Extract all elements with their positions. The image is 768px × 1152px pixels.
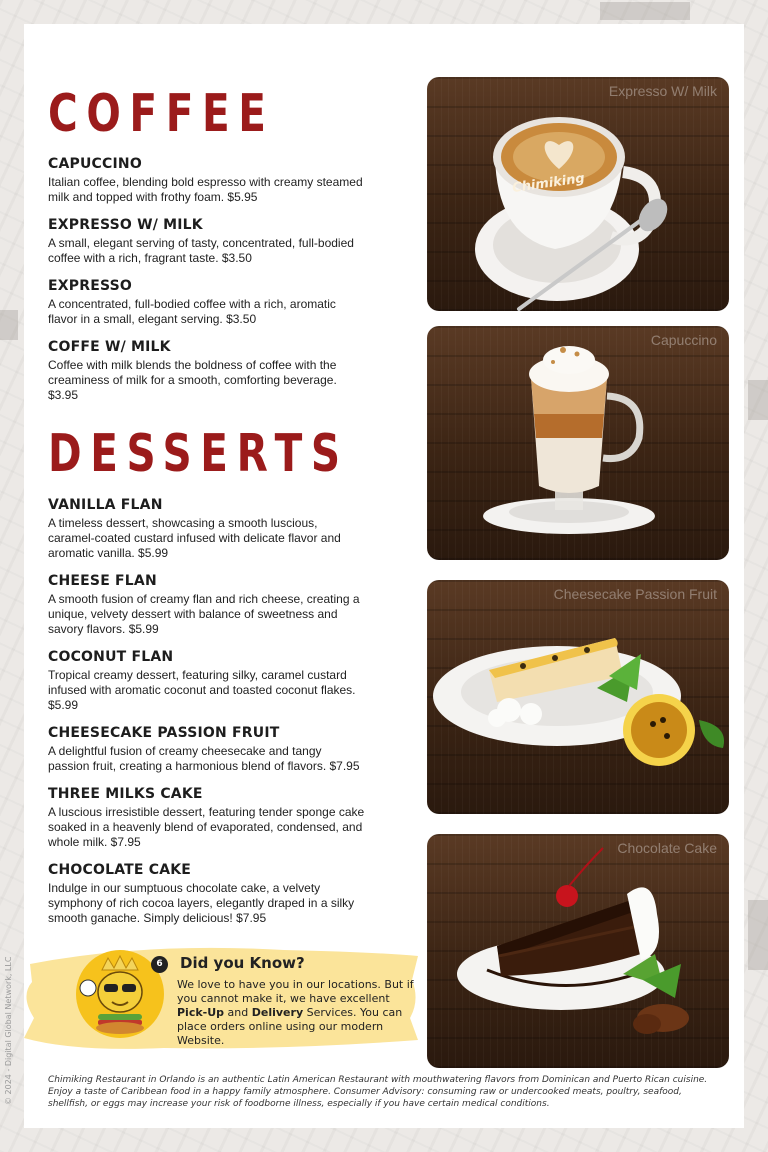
photo-cheesecake-passion-fruit — [427, 580, 729, 814]
tip-text-part: and — [224, 1006, 252, 1019]
page-number-badge: 6 — [151, 956, 168, 973]
delivery-bold: Delivery — [251, 1006, 304, 1019]
item-description: A small, elegant serving of tasty, concentrated, full-bodied coffee with a rich, fragrant taste. $3.50 — [48, 236, 354, 265]
menu-item-capuccino — [48, 156, 366, 205]
item-name: VANILLA FLAN — [48, 497, 163, 513]
desserts-section-title: DESSERTS — [48, 424, 349, 484]
item-name: EXPRESSO — [48, 278, 133, 294]
item-name: CHEESE FLAN — [48, 573, 157, 589]
item-name: CAPUCCINO — [48, 156, 142, 172]
menu-item-three-milks-cake — [48, 786, 366, 850]
background-scrap — [748, 900, 768, 970]
background-scrap — [600, 2, 690, 20]
photo-expresso-w-milk — [427, 77, 729, 311]
item-description: A concentrated, full-bodied coffee with a rich, aromatic flavor in a small, elegant serving. $3.50 — [48, 297, 336, 326]
item-name: EXPRESSO W/ MILK — [48, 217, 203, 233]
consumer-advisory-disclaimer: Chimiking Restaurant in Orlando is an authentic Latin American Restaurant with mouthwatering flavors from Dominican and Puerto Rican cuisine. Enjoy a taste of Caribbean food in a happy family atmosphere. Consumer Advisory: consuming raw or undercooked meats, poultry, seafood, shellfish, or eggs may increase your risk of foodborne illness, especially if you have certain medical conditions. — [48, 1075, 708, 1109]
background-scrap — [748, 380, 768, 420]
item-description: A smooth fusion of creamy flan and rich cheese, creating a unique, velvety dessert with balance of sweetness and savory flavors. $5.99 — [48, 592, 360, 636]
item-name: COFFE W/ MILK — [48, 339, 171, 355]
capuccino-glass-illustration — [427, 326, 729, 560]
item-description: Tropical creamy dessert, featuring silky, caramel custard infused with aromatic coconut and toasted coconut flakes. $5.99 — [48, 668, 356, 712]
did-you-know-title: Did you Know? — [180, 954, 305, 972]
coffee-cup-illustration — [427, 77, 729, 311]
item-description: Italian coffee, blending bold espresso with creamy steamed milk and topped with frothy foam. $5.95 — [48, 175, 363, 204]
photo-chocolate-cake — [427, 834, 729, 1068]
photo-label: Cheesecake Passion Fruit — [553, 586, 717, 602]
photo-label: Capuccino — [650, 332, 717, 348]
menu-item-expresso-w-milk — [48, 217, 366, 266]
chocolate-cake-illustration — [427, 834, 729, 1068]
menu-page — [24, 24, 744, 1128]
menu-item-expresso — [48, 278, 366, 327]
item-name: CHOCOLATE CAKE — [48, 862, 192, 878]
menu-item-chocolate-cake — [48, 862, 366, 926]
menu-item-cheesecake-passion-fruit — [48, 725, 366, 774]
photo-label: Expresso W/ Milk — [608, 83, 717, 99]
copyright-notice: © 2024 - Digital Global Network, LLC — [4, 956, 13, 1105]
item-description: A delightful fusion of creamy cheesecake and tangy passion fruit, creating a harmonious blend of flavors. $7.95 — [48, 744, 360, 773]
tip-text-part: We love to have you in our locations. But if you cannot make it, we have excellent — [177, 978, 414, 1005]
pick-up-bold: Pick-Up — [177, 1006, 225, 1019]
item-description: A timeless dessert, showcasing a smooth luscious, caramel-coated custard infused with delicate flavor and aromatic vanilla. $5.99 — [48, 516, 341, 560]
menu-item-cheese-flan — [48, 573, 366, 637]
item-name: THREE MILKS CAKE — [48, 786, 203, 802]
item-description: Indulge in our sumptuous chocolate cake, a velvety symphony of rich cocoa layers, elegantly draped in a silky smooth ganache. Simply delicious! $7.95 — [48, 881, 355, 925]
did-you-know-banner — [24, 940, 422, 1052]
item-name: CHEESECAKE PASSION FRUIT — [48, 725, 280, 741]
item-description: Coffee with milk blends the boldness of coffee with the creaminess of milk for a smooth, comforting beverage. $3.95 — [48, 358, 337, 402]
cheesecake-illustration — [427, 580, 729, 814]
item-description: A luscious irresistible dessert, featuring tender sponge cake soaked in a heavenly blend of evaporated, condensed, and whole milk. $7.95 — [48, 805, 365, 849]
photo-label: Chocolate Cake — [617, 840, 717, 856]
did-you-know-text — [177, 978, 417, 1048]
cup-logo-text: Chimiking — [511, 171, 586, 197]
coffee-section-title: COFFEE — [48, 84, 275, 144]
menu-item-coffe-w-milk — [48, 339, 366, 403]
background-scrap — [0, 310, 18, 340]
item-name: COCONUT FLAN — [48, 649, 174, 665]
photo-capuccino — [427, 326, 729, 560]
tip-text-part: Services. You can place orders online using our modern Website. — [177, 1006, 403, 1047]
menu-item-vanilla-flan — [48, 497, 366, 561]
menu-item-coconut-flan — [48, 649, 366, 713]
